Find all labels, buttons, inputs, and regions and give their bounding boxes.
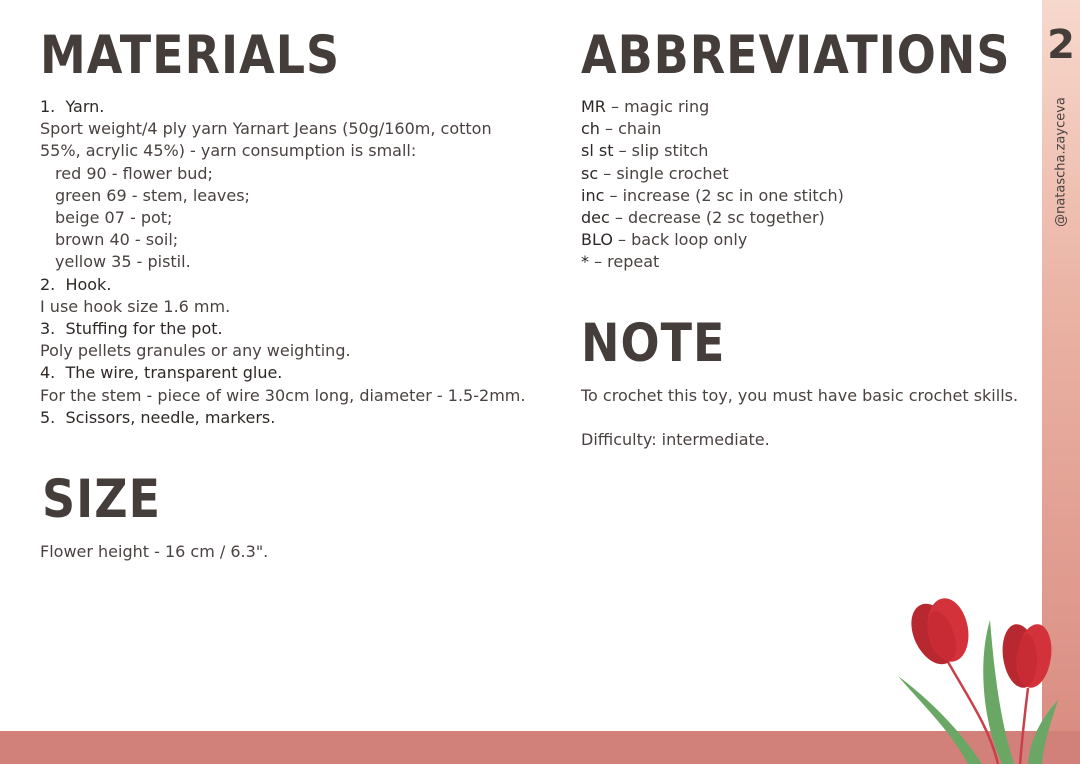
- abbreviation-row: sc – single crochet: [581, 163, 729, 183]
- author-handle: @natascha.zayceva: [1053, 97, 1069, 227]
- materials-line: Sport weight/4 ply yarn Yarnart Jeans (50g/160m, cotton: [40, 119, 492, 139]
- yarn-color-line: yellow 35 - pistil.: [55, 252, 191, 272]
- difficulty-text: Difficulty: intermediate.: [581, 430, 770, 449]
- materials-line: 55%, acrylic 45%) - yarn consumption is small:: [40, 141, 417, 161]
- abbreviation-row: ch – chain: [581, 119, 662, 139]
- size-heading: SIZE: [42, 467, 162, 530]
- yarn-color-line: green 69 - stem, leaves;: [55, 185, 250, 205]
- yarn-color-line: red 90 - flower bud;: [55, 163, 213, 183]
- materials-line: I use hook size 1.6 mm.: [40, 296, 231, 316]
- page-number: 2: [1047, 22, 1075, 68]
- yarn-color-line: brown 40 - soil;: [55, 230, 179, 250]
- materials-line: For the stem - piece of wire 30cm long, diameter - 1.5-2mm.: [40, 385, 526, 405]
- tulip-illustration-icon: [890, 590, 1080, 764]
- abbreviations-heading: ABBREVIATIONS: [581, 23, 1011, 86]
- abbreviation-row: inc – increase (2 sc in one stitch): [581, 185, 844, 205]
- abbreviation-row: MR – magic ring: [581, 97, 710, 116]
- abbreviation-row: sl st – slip stitch: [581, 141, 709, 161]
- abbreviation-row: * – repeat: [581, 252, 660, 272]
- materials-list: [40, 96, 540, 429]
- materials-item: 5. Scissors, needle, markers.: [40, 407, 276, 427]
- materials-item: 2. Hook.: [40, 274, 112, 294]
- materials-item: 3. Stuffing for the pot.: [40, 319, 223, 339]
- note-text: To crochet this toy, you must have basic crochet skills.: [581, 386, 1019, 405]
- materials-heading: MATERIALS: [40, 23, 341, 86]
- abbreviation-row: dec – decrease (2 sc together): [581, 208, 825, 228]
- materials-item: 1. Yarn.: [40, 97, 105, 116]
- materials-line: Poly pellets granules or any weighting.: [40, 341, 351, 361]
- yarn-color-line: beige 07 - pot;: [55, 208, 173, 228]
- size-text: Flower height - 16 cm / 6.3".: [40, 542, 269, 561]
- abbreviation-row: BLO – back loop only: [581, 230, 748, 250]
- note-heading: NOTE: [581, 311, 726, 374]
- materials-item: 4. The wire, transparent glue.: [40, 363, 283, 383]
- abbreviations-list: [581, 96, 1021, 274]
